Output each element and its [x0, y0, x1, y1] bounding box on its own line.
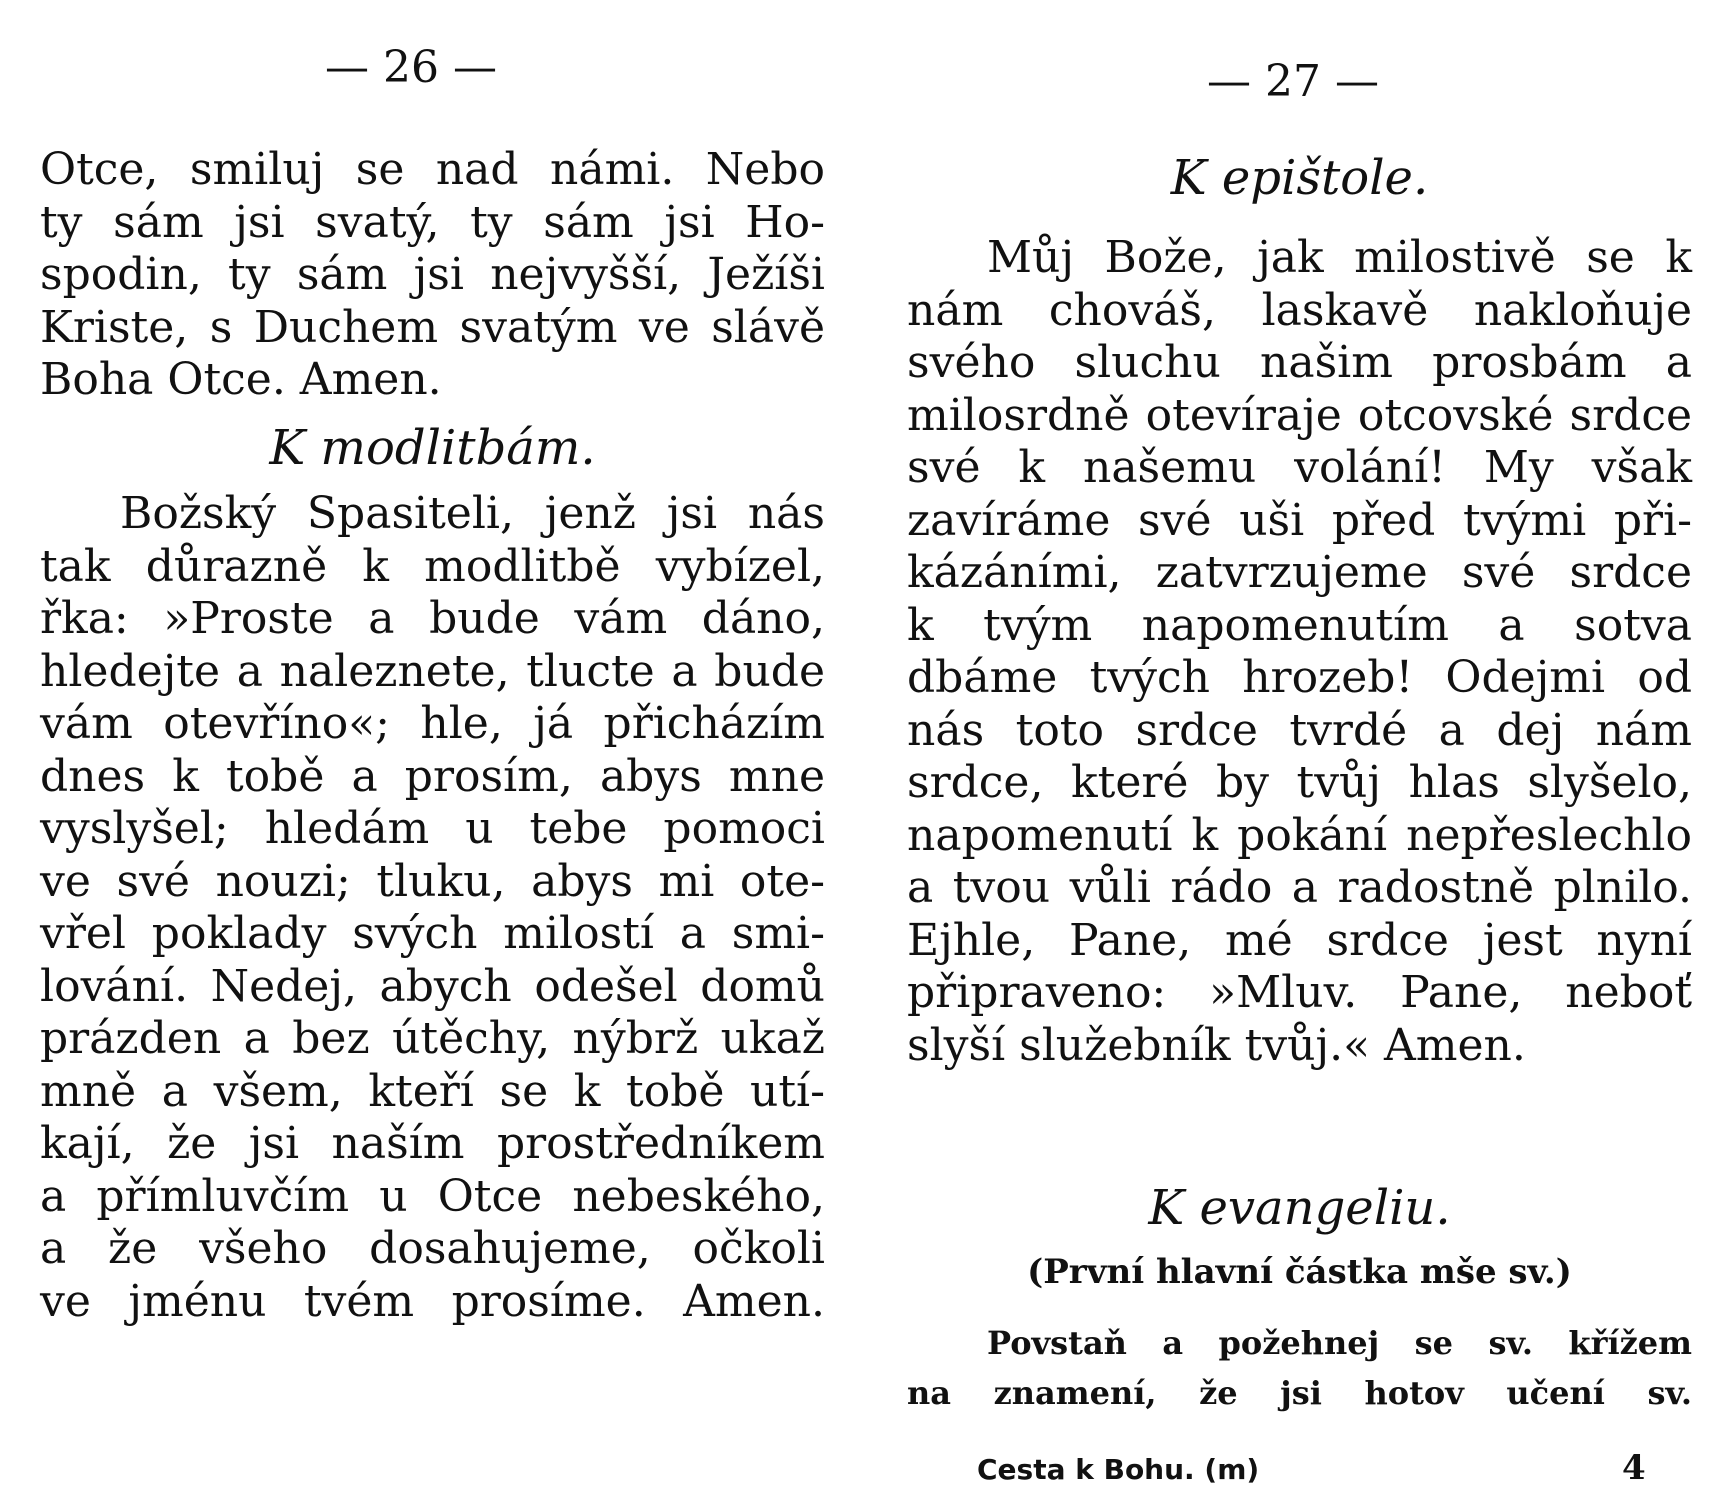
text-line: a že všeho dosahujeme, očkoli: [40, 1223, 825, 1274]
text-line: napomenutí k pokání nepřeslechlo: [907, 809, 1692, 861]
text-line: připraveno: »Mluv. Pane, neboť: [907, 967, 1692, 1018]
text-line: tak důrazně k modlitbě vybízel,: [40, 540, 825, 592]
text-line: slyší služebník tvůj.« Amen.: [907, 1019, 1526, 1071]
text-line: Kriste, s Duchem svatým ve slávě: [40, 301, 825, 353]
text-line: lování. Nedej, abych odešel domů: [40, 960, 825, 1012]
text-line: Povstaň a požehnej se sv. křížem: [987, 1324, 1692, 1362]
text-line: dnes k tobě a prosím, abys mne: [40, 750, 825, 802]
prayer-paragraph: [40, 488, 825, 1328]
text-line: prázden a bez útěchy, nýbrž ukaž: [40, 1013, 825, 1064]
footer-book-title: Cesta k Bohu. (m): [977, 1453, 1260, 1486]
text-line: své k našemu volání! My však: [907, 442, 1692, 493]
text-line: Můj Bože, jak milostivě se k: [987, 232, 1692, 283]
heading-epistole: K epištole.: [1170, 150, 1429, 206]
text-line: spodin, ty sám jsi nejvyšší, Ježíši: [40, 249, 825, 300]
text-line: ve své nouzi; tluku, abys mi ote-: [40, 855, 825, 907]
text-line: a tvou vůli rádo a radostně plnilo.: [907, 862, 1692, 913]
subheading-first-part: (První hlavní částka mše sv.): [1027, 1252, 1572, 1292]
text-line: svého sluchu našim prosbám a: [907, 337, 1692, 388]
text-line: nám chováš, laskavě nakloňuje: [907, 284, 1692, 336]
page-number-right: — 27 —: [1207, 56, 1379, 107]
text-line: Boha Otce. Amen.: [40, 354, 442, 405]
text-line: kázáními, zatvrzujeme své srdce: [907, 547, 1692, 598]
heading-evangeliu: K evangeliu.: [1148, 1180, 1451, 1236]
text-line: dbáme tvých hrozeb! Odejmi od: [907, 652, 1692, 703]
heading-modlitbam: K modlitbám.: [269, 420, 596, 476]
epistle-paragraph: [907, 232, 1692, 1072]
text-line: Ejhle, Pane, mé srdce jest nyní: [907, 914, 1692, 966]
text-line: milosrdně otevíraje otcovské srdce: [907, 389, 1692, 441]
text-line: na znamení, že jsi hotov učení sv.: [907, 1374, 1692, 1412]
instruction-paragraph: [907, 1318, 1692, 1418]
text-line: řka: »Proste a bude vám dáno,: [40, 593, 825, 644]
text-line: mně a všem, kteří se k tobě utí-: [40, 1065, 825, 1117]
text-line: ve jménu tvém prosíme. Amen.: [40, 1275, 825, 1327]
text-line: vám otevříno«; hle, já přicházím: [40, 698, 825, 749]
left-page: [40, 0, 825, 1500]
footer-signature-mark: 4: [1622, 1448, 1646, 1488]
text-line: Otce, smiluj se nad námi. Nebo: [40, 144, 825, 195]
text-line: vřel poklady svých milostí a smi-: [40, 908, 825, 959]
text-line: zavíráme své uši před tvými při-: [907, 494, 1692, 546]
right-page: [907, 0, 1692, 1500]
text-line: nás toto srdce tvrdé a dej nám: [907, 704, 1692, 756]
text-line: k tvým napomenutím a sotva: [907, 599, 1692, 651]
page-number-left: — 26 —: [325, 42, 497, 93]
intro-paragraph: [40, 144, 825, 407]
text-line: kají, že jsi naším prostředníkem: [40, 1118, 825, 1169]
text-line: a přímluvčím u Otce nebeského,: [40, 1170, 825, 1222]
text-line: ty sám jsi svatý, ty sám jsi Ho-: [40, 196, 825, 248]
text-line: vyslyšel; hledám u tebe pomoci: [40, 803, 825, 854]
text-line: hledejte a naleznete, tlucte a bude: [40, 645, 825, 697]
text-line: Božský Spasiteli, jenž jsi nás: [120, 488, 825, 539]
text-line: srdce, které by tvůj hlas slyšelo,: [907, 757, 1692, 808]
